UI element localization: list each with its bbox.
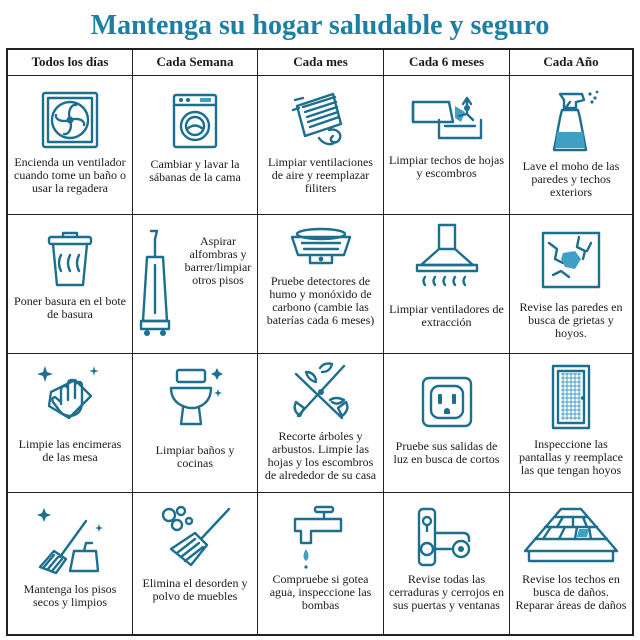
task-cell	[258, 76, 384, 215]
range-hood-icon	[384, 223, 509, 293]
pruning-shears-icon	[258, 360, 383, 424]
task-text: Pruebe sus salidas de luz en busca de cortos	[393, 439, 500, 466]
task-cell	[8, 354, 133, 493]
cracked-wall-icon	[510, 229, 632, 291]
roof-gutter-icon	[384, 94, 509, 146]
task-cell	[384, 76, 510, 215]
task-cell	[384, 215, 510, 354]
task-text: Revise los techos en busca de daños. Reparar áreas de daños	[515, 572, 627, 612]
task-text: Limpiar baños y cocinas	[155, 443, 235, 470]
task-text: Mantenga los pisos secos y limpios	[23, 582, 117, 609]
task-text: Aspirar alfombras y barrer/limpiar otros pisos	[184, 234, 252, 287]
schedule-table	[6, 48, 634, 636]
spray-bottle-icon	[510, 88, 632, 154]
roof-shingles-icon	[510, 503, 632, 567]
task-cell	[510, 215, 632, 354]
task-cell	[384, 354, 510, 493]
task-text: Inspeccione las pantallas y reemplace las que tengan hoyos	[519, 437, 623, 477]
task-text: Limpie las encimeras de las mesa	[18, 437, 122, 464]
task-text: Limpiar techos de hojas y escombros	[389, 153, 504, 180]
task-text: Revise todas las cerraduras y cerrojos en sus puertas y ventanas	[389, 572, 504, 612]
task-cell	[258, 354, 384, 493]
dust-broom-icon	[133, 503, 257, 571]
screen-door-icon	[510, 364, 632, 430]
task-cell	[384, 493, 510, 634]
exhaust-fan-icon	[8, 90, 132, 150]
task-cell	[8, 493, 133, 634]
task-text: Recorte árboles y arbustos. Limpie las hojas y los escombros de alrededor de su casa	[264, 429, 377, 482]
header-weekly: Cada Semana	[133, 50, 258, 76]
task-cell	[510, 76, 632, 215]
header-daily: Todos los días	[8, 50, 133, 76]
task-text: Elimina el desorden y polvo de muebles	[142, 576, 248, 603]
air-filter-icon	[258, 88, 383, 150]
task-cell	[133, 354, 258, 493]
task-cell	[510, 354, 632, 493]
task-text: Encienda un ventilador cuando tome un baño o usar la regadera	[14, 155, 126, 195]
task-cell	[258, 493, 384, 634]
outlet-icon	[384, 374, 509, 430]
toilet-icon	[133, 366, 257, 428]
task-cell	[510, 493, 632, 634]
vacuum-icon	[137, 225, 181, 345]
task-cell	[8, 215, 133, 354]
task-text: Pruebe detectores de humo y monóxido de carbono (cambie las baterías cada 6 meses)	[266, 274, 375, 327]
dripping-faucet-icon	[258, 503, 383, 569]
task-text: Revise las paredes en busca de grietas y hoyos.	[519, 300, 623, 340]
task-cell	[133, 493, 258, 634]
broom-dustpan-icon	[8, 505, 132, 575]
task-text: Limpiar ventilaciones de aire y reemplazar filiters	[268, 155, 373, 195]
wiping-hand-icon	[8, 362, 132, 426]
poster-title: Mantenga su hogar saludable y seguro	[90, 10, 550, 41]
header-six-months: Cada 6 meses	[384, 50, 510, 76]
door-lock-icon	[384, 505, 509, 569]
task-text: Cambiar y lavar la sábanas de la cama	[149, 157, 241, 184]
task-text: Limpiar ventiladores de extracción	[389, 302, 504, 329]
task-text: Compruebe si gotea agua, inspeccione las bombas	[269, 572, 372, 612]
task-cell	[8, 76, 133, 215]
task-text: Lave el moho de las paredes y techos exteriors	[522, 159, 620, 199]
trash-can-icon	[8, 229, 132, 289]
task-cell	[133, 76, 258, 215]
task-cell	[258, 215, 384, 354]
header-yearly: Cada Año	[510, 50, 632, 76]
header-monthly: Cada mes	[258, 50, 384, 76]
task-text: Poner basura en el bote de basura	[14, 294, 126, 321]
task-cell	[133, 215, 258, 354]
smoke-detector-icon	[258, 225, 383, 269]
washing-machine-icon	[133, 92, 257, 150]
